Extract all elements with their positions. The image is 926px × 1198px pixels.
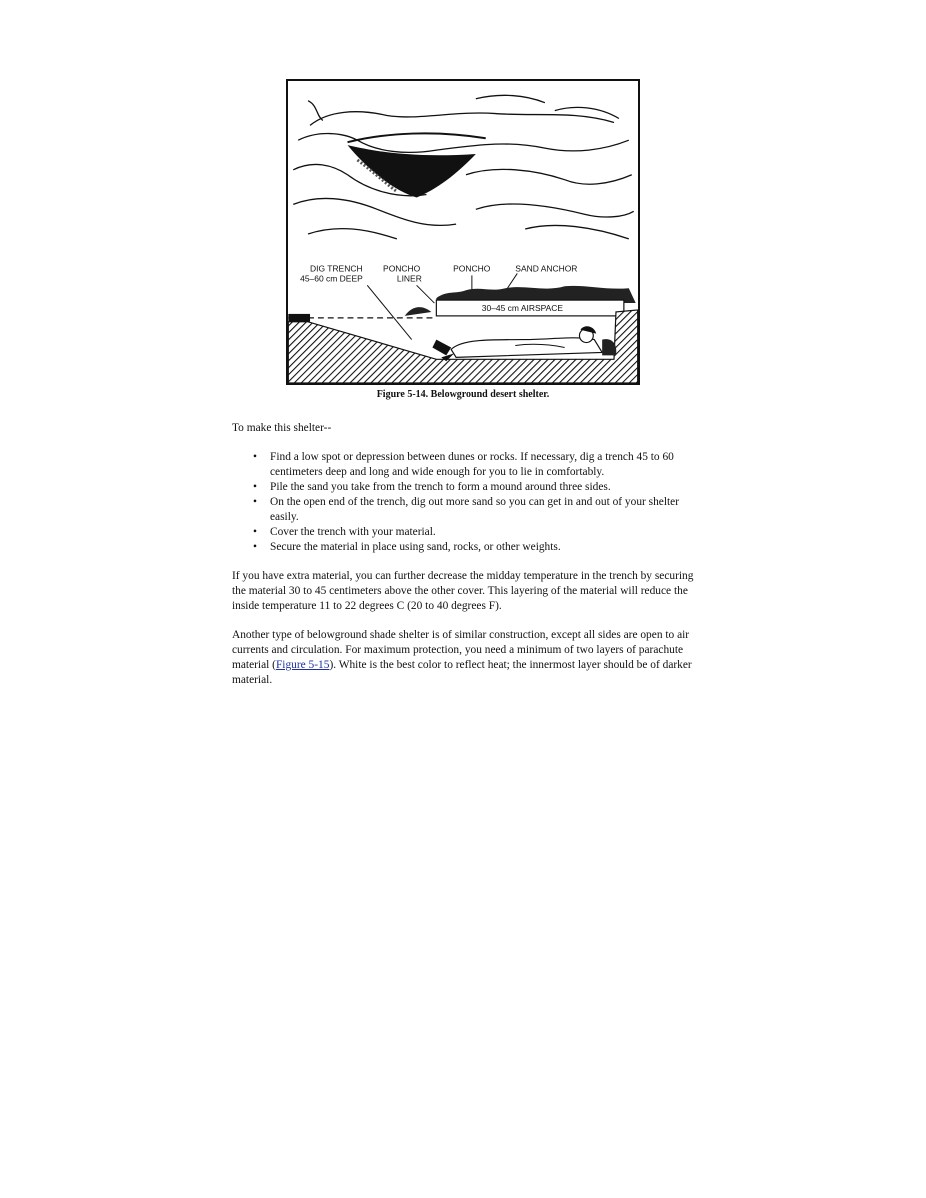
list-item: • Secure the material in place using sand, rocks, or other weights.	[253, 541, 561, 553]
shelter-drawing	[288, 81, 638, 383]
figure-caption: Figure 5-14. Belowground desert shelter.	[376, 389, 550, 400]
label-airspace: 30–45 cm AIRSPACE	[481, 302, 564, 313]
intro-text: To make this shelter--	[232, 422, 332, 434]
bullet-icon: •	[253, 496, 257, 508]
figure-5-15-link[interactable]: Figure 5-15	[275, 659, 330, 671]
bullet-icon: •	[253, 481, 257, 493]
label-dig-trench-depth: 45–60 cm DEEP	[300, 273, 363, 284]
list-item: • Cover the trench with your material.	[253, 526, 436, 538]
bullet-icon: •	[253, 526, 257, 538]
label-dig-trench: DIG TRENCH	[310, 263, 363, 274]
label-poncho: PONCHO	[453, 263, 491, 274]
paragraph-another-shelter: Another type of belowground shade shelter is of similar construction, except all sides are open to air currents and circulation. For maximum protection, you need a minimum of two layers of parachute material (Figure 5-15). White is the best color to reflect heat; the innermost layer should be of darker material.	[232, 629, 692, 686]
list-item: • On the open end of the trench, dig out more sand so you can get in and out of your shelter easily.	[253, 496, 680, 523]
dune-scene	[293, 95, 633, 239]
list-item: • Find a low spot or depression between dunes or rocks. If necessary, dig a trench 45 to 60 centimeters deep and long and wide enough for you to lie in comfortably.	[253, 451, 674, 478]
person-lying	[432, 326, 616, 361]
paragraph-extra-material: If you have extra material, you can further decrease the midday temperature in the trench by securing the material 30 to 45 centimeters above the other cover. This layering of the material will reduce the inside temperature 11 to 22 degrees C (20 to 40 degrees F).	[232, 570, 694, 612]
instruction-list	[232, 450, 698, 555]
bullet-icon: •	[253, 451, 257, 463]
bullet-icon: •	[253, 541, 257, 553]
figure-5-14-illustration	[286, 79, 640, 385]
label-poncho-liner-1: PONCHO	[383, 263, 421, 274]
label-sand-anchor: SAND ANCHOR	[515, 263, 578, 274]
label-poncho-liner-2: LINER	[396, 273, 422, 284]
figure-labels	[300, 263, 577, 283]
list-item: • Pile the sand you take from the trench to form a mound around three sides.	[253, 481, 611, 493]
